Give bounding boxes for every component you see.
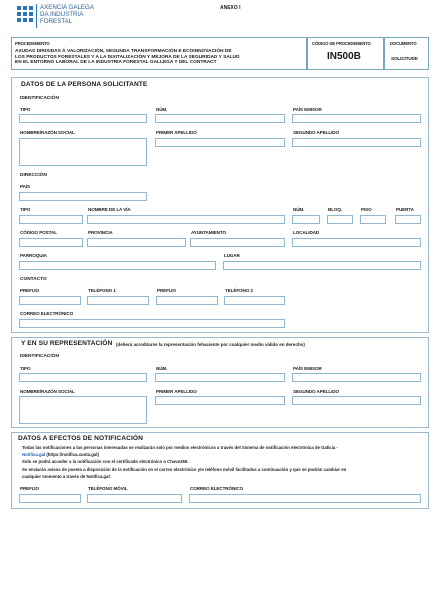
primer-apellido-label: PRIMER APELLIDO	[156, 130, 197, 135]
rep-razon-social-label: NOMBRE/RAZÓN SOCIAL	[20, 389, 75, 394]
logo-divider	[36, 4, 37, 28]
piso-field[interactable]	[360, 215, 386, 224]
localidad-label: LOCALIDAD	[293, 230, 320, 235]
agency-name-line3: FORESTAL	[40, 18, 73, 25]
notif-correo-field[interactable]	[189, 494, 421, 503]
direccion-heading: DIRECCIÓN	[20, 173, 47, 178]
tipo-via-field[interactable]	[19, 215, 83, 224]
prefijo1-label: PREFIJO	[20, 288, 39, 293]
cp-field[interactable]	[19, 238, 83, 247]
pais-field[interactable]	[19, 192, 147, 201]
provincia-label: PROVINCIA	[88, 230, 113, 235]
ayuntamiento-label: AYUNTAMIENTO	[191, 230, 226, 235]
nombre-via-field[interactable]	[87, 215, 285, 224]
lugar-field[interactable]	[223, 261, 421, 270]
prefijo2-field[interactable]	[156, 296, 218, 305]
num-via-field[interactable]	[292, 215, 320, 224]
segundo-apellido-field[interactable]	[292, 138, 421, 147]
piso-label: PISO	[361, 207, 372, 212]
lugar-label: LUGAR	[224, 253, 240, 258]
notif-correo-label: CORREO ELECTRÓNICO	[190, 486, 244, 491]
telefono1-field[interactable]	[87, 296, 149, 305]
parroquia-label: PARROQUIA	[20, 253, 47, 258]
puerta-label: PUERTA	[396, 207, 414, 212]
contacto-heading: CONTACTO	[20, 277, 47, 282]
procedure-text	[15, 49, 240, 66]
procedure-text-line: AXUDAS DIRIXIDAS Á VALORIZACIÓN, SEGUNDA TRANSFORMACIÓN E ECOINNOVACIÓN DE	[15, 49, 232, 54]
applicant-title: DATOS DE LA PERSONA SOLICITANTE	[21, 81, 148, 88]
ayuntamiento-field[interactable]	[190, 238, 285, 247]
rep-tipo-field[interactable]	[19, 373, 147, 382]
notification-title: DATOS A EFECTOS DE NOTIFICACIÓN	[18, 435, 143, 442]
rep-primer-apellido-field[interactable]	[155, 396, 285, 405]
rep-num-label: NÚM.	[156, 366, 168, 371]
rep-identification-heading: IDENTIFICACIÓN	[20, 354, 59, 359]
notification-line3: Solo se podrá acceder a la notificación con el certificado electrónico o Chave365.	[22, 459, 189, 464]
notification-line4: Se enviarán avisos de puesta a disposición de la notificación en el correo electrónico y/o teléfono móvil facilitados a continuación y que se podrán cambiar en	[22, 467, 347, 472]
procedure-label: PROCEDEMENTO	[15, 41, 50, 46]
telefono2-label: TELÉFONO 2	[225, 288, 253, 293]
agency-name-line1: AXENCIA GALEGA	[40, 4, 94, 11]
representative-note: (deberá acreditarse la representación fehaciente por cualquier medio válido en derecho)	[116, 342, 305, 347]
procedure-text-line: EN EL ENTORNO LABORAL DE LA INDUSTRIA FORESTAL GALLEGA Y DEL CONTRACT	[15, 60, 217, 66]
localidad-field[interactable]	[292, 238, 421, 247]
tipo-field[interactable]	[19, 114, 147, 123]
notification-line2	[22, 452, 99, 457]
procedure-text-line: LOS PRODUCTOS FORESTALES Y A LA DIXITALIZACIÓN Y MEJORA DE LA SEGURIDAD Y SALUD	[15, 54, 240, 60]
telefono1-label: TELÉFONO 1	[88, 288, 116, 293]
telefono2-field[interactable]	[224, 296, 285, 305]
rep-pais-emisor-field[interactable]	[292, 373, 421, 382]
prefijo2-label: PREFIJO	[157, 288, 176, 293]
agency-name-line2: DA INDUSTRIA	[40, 11, 84, 18]
tipo-via-label: TIPO	[20, 207, 31, 212]
rep-razon-social-field[interactable]	[19, 396, 147, 424]
notification-line1: Todas las notificaciones a las personas interesadas se realizarán solo por medios electrónicos a través del Sistema de notificación electrónica de Galicia -	[22, 445, 338, 450]
notifica-link[interactable]: Notifica.gal	[22, 452, 46, 457]
correo-label: CORREO ELECTRÓNICO	[20, 311, 74, 316]
rep-primer-apellido-label: PRIMER APELLIDO	[156, 389, 197, 394]
rep-tipo-label: TIPO	[20, 366, 31, 371]
segundo-apellido-label: SEGUNDO APELLIDO	[293, 130, 339, 135]
pais-emisor-label: PAÍS EMISOR	[293, 107, 322, 112]
nombre-via-label: NOMBRE DE LA VÍA	[88, 207, 131, 212]
notifica-url: (https://notifica.xunta.gal)	[45, 452, 99, 457]
correo-field[interactable]	[19, 319, 285, 328]
bloq-field[interactable]	[327, 215, 353, 224]
representative-title: Y EN SU REPRESENTACIÓN	[21, 340, 113, 347]
num-via-label: NÚM.	[293, 207, 305, 212]
pais-label: PAÍS	[20, 184, 30, 189]
puerta-field[interactable]	[395, 215, 421, 224]
notif-movil-field[interactable]	[87, 494, 182, 503]
razon-social-label: NOMBRE/RAZÓN SOCIAL	[20, 130, 75, 135]
notification-line5: cualquier momento a través de Notifica.gal:	[22, 474, 112, 479]
notif-prefijo-label: PREFIJO	[20, 486, 39, 491]
agency-name	[40, 4, 94, 25]
primer-apellido-field[interactable]	[155, 138, 285, 147]
num-label: NÚM.	[156, 107, 168, 112]
parroquia-field[interactable]	[19, 261, 216, 270]
notif-prefijo-field[interactable]	[19, 494, 81, 503]
prefijo1-field[interactable]	[19, 296, 81, 305]
rep-segundo-apellido-label: SEGUNDO APELLIDO	[293, 389, 339, 394]
notif-movil-label: TELÉFONO MÓVIL	[88, 486, 128, 491]
document-label: DOCUMENTO	[390, 41, 417, 46]
num-field[interactable]	[155, 114, 285, 123]
document-type: SOLICITUDE	[391, 56, 418, 61]
rep-pais-emisor-label: PAÍS EMISOR	[293, 366, 322, 371]
provincia-field[interactable]	[87, 238, 186, 247]
razon-social-field[interactable]	[19, 138, 147, 166]
identification-heading: IDENTIFICACIÓN	[20, 96, 59, 101]
procedure-code: IN500B	[327, 51, 361, 62]
xunta-logo	[15, 5, 35, 27]
pais-emisor-field[interactable]	[292, 114, 421, 123]
rep-num-field[interactable]	[155, 373, 285, 382]
cp-label: CÓDIGO POSTAL	[20, 230, 57, 235]
annex-label: ANEXO I	[220, 5, 241, 11]
tipo-label: TIPO	[20, 107, 31, 112]
rep-segundo-apellido-field[interactable]	[292, 396, 421, 405]
bloq-label: BLOQ.	[328, 207, 343, 212]
procedure-code-label: CÓDIGO DE PROCEDEMENTO	[312, 41, 371, 46]
